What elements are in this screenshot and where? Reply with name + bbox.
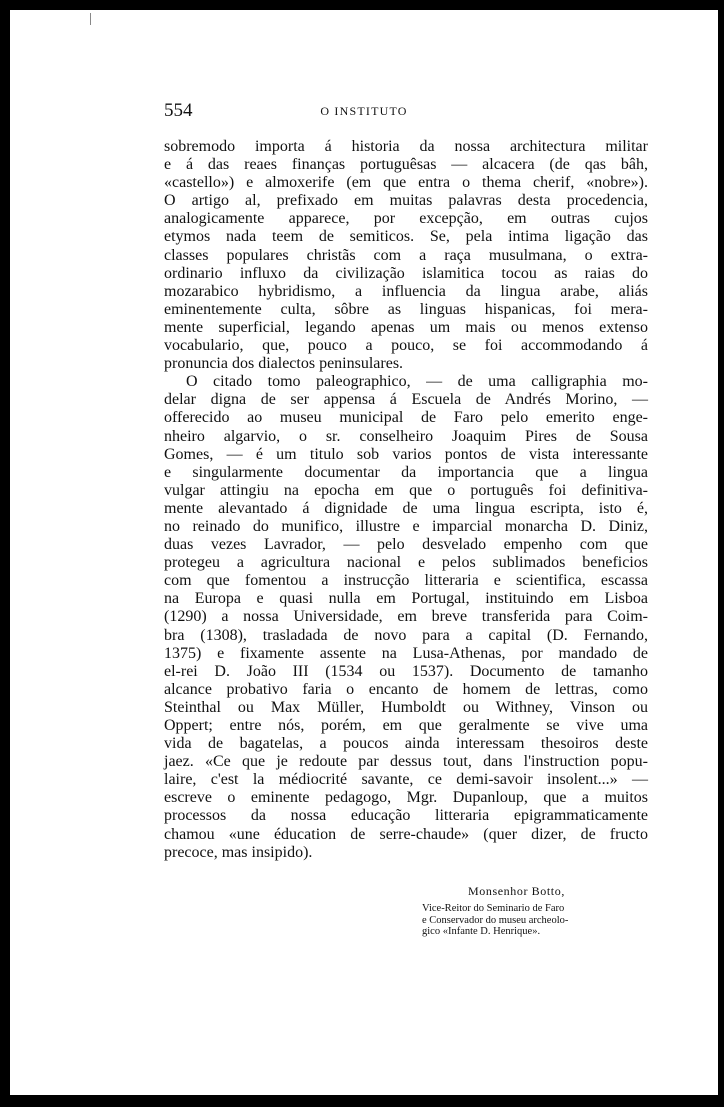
text-line: com que fomentou a instrucção litteraria e scientifica, escassa bbox=[164, 572, 648, 590]
text-line: el-rei D. João III (1534 ou 1537). Documento de tamanho bbox=[164, 662, 648, 680]
text-line: jaez. «Ce que je redoute par dessus tout, dans l'instruction popu- bbox=[164, 753, 648, 771]
text-line: protegeu a agricultura nacional e pelos sublimados beneficios bbox=[164, 554, 648, 572]
text-line: pronuncia dos dialectos peninsulares. bbox=[164, 355, 404, 373]
author-signature: Monsenhor Botto, bbox=[468, 884, 565, 898]
text-line: vulgar attingiu na epocha em que o português foi definitiva- bbox=[164, 481, 648, 499]
affiliation-line: e Conservador do museu archeolo- bbox=[422, 914, 569, 926]
page-header bbox=[10, 100, 718, 122]
text-line: Oppert; entre nós, porém, em que geralmente se vive uma bbox=[164, 717, 648, 734]
text-line: Steinthal ou Max Müller, Humboldt ou Withney, Vinson ou bbox=[164, 698, 648, 716]
running-title: O INSTITUTO bbox=[320, 104, 408, 118]
text-line: na Europa e quasi nulla em Portugal, instituindo em Lisboa bbox=[164, 590, 648, 608]
text-line: no reinado do munifico, illustre e imparcial monarcha D. Diniz, bbox=[164, 517, 648, 535]
text-line: mozarabico hybridismo, a influencia da lingua arabe, aliás bbox=[164, 282, 648, 300]
text-line: vocabulario, que, pouco a pouco, se foi accommodando á bbox=[164, 337, 648, 355]
text-line: alcance probativo faria o encanto de homem de lettras, como bbox=[164, 680, 648, 698]
body-text bbox=[164, 138, 648, 862]
text-line: e singularmente documentar da importancia que a lingua bbox=[164, 463, 648, 481]
paragraph-2 bbox=[164, 373, 648, 862]
text-line: offerecido ao museu municipal de Faro pelo emerito enge- bbox=[164, 409, 648, 427]
text-line: classes populares christãs com a raça musulmana, o extra- bbox=[164, 246, 648, 264]
text-line: laire, c'est la médiocrité savante, ce demi-savoir insolent...» — bbox=[164, 771, 648, 789]
text-line: (1290) a nossa Universidade, em breve transferida para Coim- bbox=[164, 608, 648, 626]
text-line: 1375) e fixamente assente na Lusa-Athenas, por mandado de bbox=[164, 644, 648, 662]
text-line: Gomes, — é um titulo sob varios pontos de vista interessante bbox=[164, 445, 648, 463]
text-line: e á das reaes finanças portuguêsas — alcacera (de qas bâh, bbox=[164, 156, 648, 174]
text-line: bra (1308), trasladada de novo para a capital (D. Fernando, bbox=[164, 626, 648, 644]
text-line: delar digna de ser appensa á Escuela de Andrés Morino, — bbox=[164, 391, 648, 409]
text-line: analogicamente apparece, por excepção, em outras cujos bbox=[164, 210, 648, 228]
text-line: eminentemente culta, sôbre as linguas hispanicas, foi mera- bbox=[164, 300, 648, 318]
text-line: duas vezes Lavrador, — pelo desvelado empenho com que bbox=[164, 536, 648, 554]
text-line: nheiro algarvio, o sr. conselheiro Joaquim Pires de Sousa bbox=[164, 427, 648, 445]
page-number: 554 bbox=[164, 100, 193, 121]
book-page bbox=[10, 10, 718, 1095]
author-affiliation bbox=[422, 903, 652, 938]
text-line: O artigo al, prefixado em muitas palavras desta procedencia, bbox=[164, 192, 648, 210]
text-line: sobremodo importa á historia da nossa architectura militar bbox=[164, 138, 648, 155]
text-line: «castello») e almoxerife (em que entra o thema cherif, «nobre»). bbox=[164, 174, 648, 192]
paragraph-1 bbox=[164, 138, 648, 373]
text-line: mente superficial, legando apenas um mais ou menos extenso bbox=[164, 318, 648, 336]
text-line: etymos nada teem de semiticos. Se, pela intima ligação das bbox=[164, 228, 648, 246]
text-line: chamou «une éducation de serre-chaude» (quer dizer, de fructo bbox=[164, 825, 648, 843]
text-line: precoce, mas insipido). bbox=[164, 843, 313, 861]
text-line: escreve o eminente pedagogo, Mgr. Dupanloup, que a muitos bbox=[164, 789, 648, 807]
affiliation-line: Vice-Reitor do Seminario de Faro bbox=[422, 903, 565, 914]
text-line: mente alevantado á dignidade de uma lingua escripta, isto é, bbox=[164, 499, 648, 517]
text-line: ordinario influxo da civilização islamitica tocou as raias do bbox=[164, 264, 648, 282]
text-line: O citado tomo paleographico, — de uma calligraphia mo- bbox=[186, 373, 648, 391]
text-line: vida de bagatelas, a poucos ainda interessam thesoiros deste bbox=[164, 735, 648, 753]
affiliation-line: gico «Infante D. Henrique». bbox=[422, 926, 541, 937]
text-line: processos da nossa educação litteraria epigrammaticamente bbox=[164, 807, 648, 825]
scan-mark bbox=[90, 13, 91, 25]
